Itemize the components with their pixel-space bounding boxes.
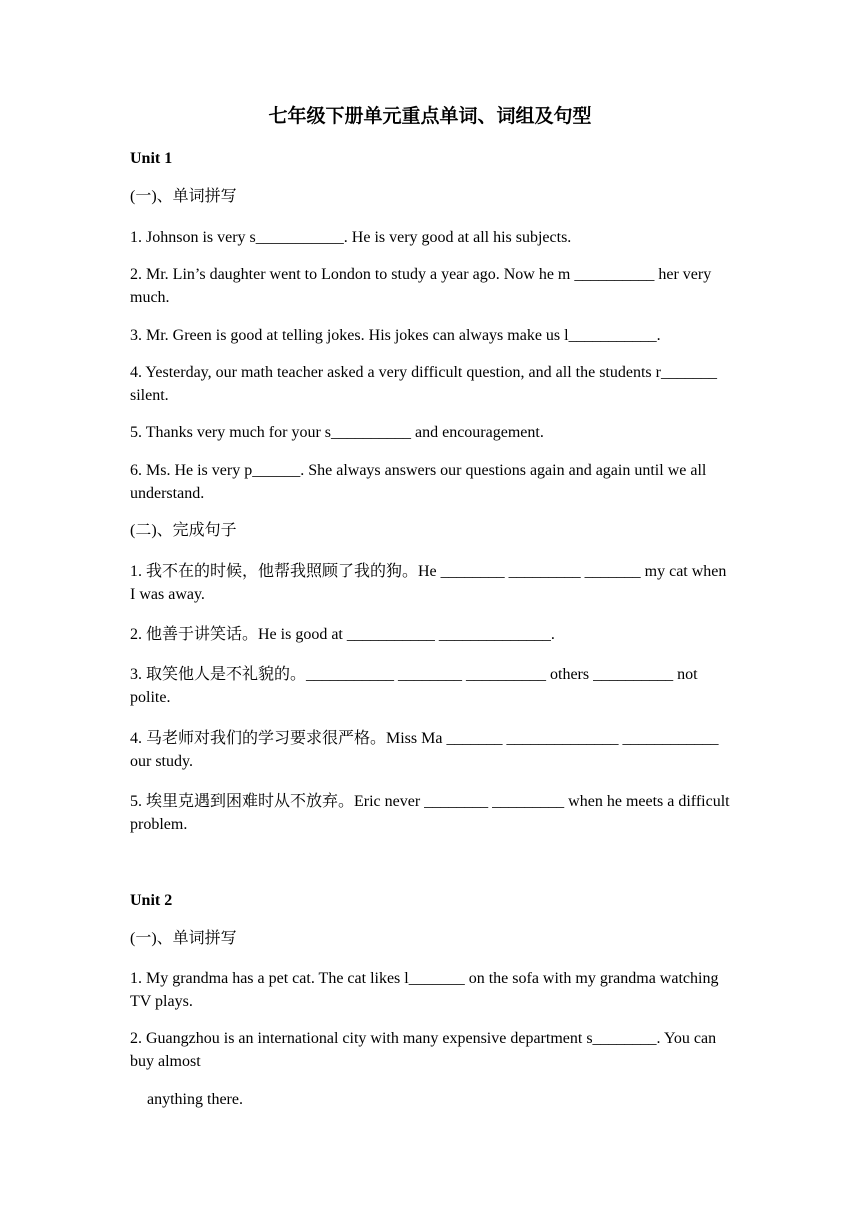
- unit-1-spelling-item-1: 1. Johnson is very s___________. He is very good at all his subjects.: [130, 229, 572, 246]
- unit-1-spelling-item-5: 5. Thanks very much for your s__________ and encouragement.: [130, 424, 544, 441]
- unit-1-complete-sentences-heading: (二)、完成句子: [130, 522, 237, 539]
- unit-2-word-spelling-heading: (一)、单词拼写: [130, 930, 237, 947]
- unit-1-word-spelling-heading: (一)、单词拼写: [130, 188, 237, 205]
- unit-2-heading: Unit 2: [130, 892, 173, 909]
- page-title: 七年级下册单元重点单词、词组及句型: [268, 106, 592, 127]
- unit-1-spelling-item-3: 3. Mr. Green is good at telling jokes. His jokes can always make us l___________.: [130, 327, 661, 344]
- unit-1-sentence-item-4: 4. 马老师对我们的学习要求很严格。Miss Ma _______ ______________ ____________ our study.: [130, 730, 719, 770]
- unit-2-spelling-item-2-continuation: anything there.: [147, 1091, 243, 1108]
- unit-1-sentence-item-5: 5. 埃里克遇到困难时从不放弃。Eric never ________ _________ when he meets a difficult problem.: [130, 793, 730, 833]
- unit-1-spelling-item-6: 6. Ms. He is very p______. She always answers our questions again and again until we all understand.: [130, 462, 707, 502]
- unit-2-spelling-item-1: 1. My grandma has a pet cat. The cat likes l_______ on the sofa with my grandma watching TV plays.: [130, 970, 719, 1010]
- unit-1-spelling-item-4: 4. Yesterday, our math teacher asked a very difficult question, and all the students r_______ silent.: [130, 364, 717, 404]
- unit-2-spelling-item-2: 2. Guangzhou is an international city with many expensive department s________. You can buy almost: [130, 1030, 717, 1070]
- unit-1-sentence-item-2: 2. 他善于讲笑话。He is good at ___________ ______________.: [130, 626, 555, 643]
- unit-1-sentence-item-1: 1. 我不在的时候，他帮我照顾了我的狗。He ________ _________ _______ my cat when I was away.: [130, 563, 727, 603]
- unit-1-sentence-item-3: 3. 取笑他人是不礼貌的。___________ ________ __________ others __________ not polite.: [130, 666, 698, 706]
- unit-1-heading: Unit 1: [130, 150, 173, 167]
- unit-1-spelling-item-2: 2. Mr. Lin’s daughter went to London to study a year ago. Now he m __________ her very much.: [130, 266, 712, 306]
